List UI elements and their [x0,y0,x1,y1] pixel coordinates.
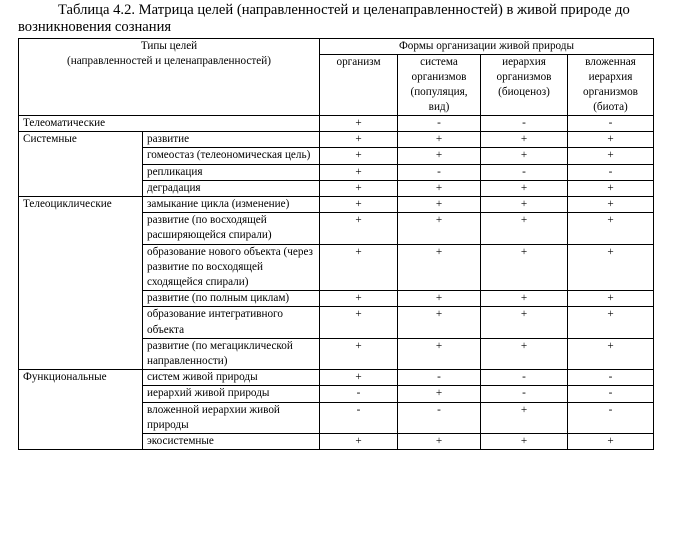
table-caption [18,2,688,35]
column-header-line: иерархия [502,56,546,68]
matrix-cell: + [320,132,398,148]
subtype-label: деградация [143,180,320,196]
matrix-cell: - [398,370,481,386]
column-header-line: вложенная [585,56,636,68]
matrix-cell: + [568,434,654,450]
column-header-line: (популяция, [410,86,468,98]
header-goal-types [19,39,320,116]
matrix-cell: + [398,197,481,213]
subtype-label: образование интегративного объекта [143,307,320,338]
matrix-cell: + [320,434,398,450]
subtype-label: развитие (по восходящей расширяющейся спирали) [143,213,320,244]
matrix-cell: - [568,370,654,386]
matrix-cell: + [481,338,568,369]
matrix-cell: + [481,307,568,338]
matrix-cell: + [320,370,398,386]
matrix-body [19,116,654,450]
matrix-cell: + [320,291,398,307]
subtype-label: вложенной иерархии живой природы [143,402,320,433]
matrix-cell: + [568,132,654,148]
matrix-cell: + [568,244,654,291]
subtype-label: замыкание цикла (изменение) [143,197,320,213]
matrix-cell: + [481,213,568,244]
column-header-3 [481,55,568,116]
matrix-cell: + [568,213,654,244]
matrix-cell: - [481,116,568,132]
subtype-label: репликация [143,164,320,180]
matrix-cell: + [481,132,568,148]
matrix-cell: + [481,291,568,307]
subtype-label: развитие [143,132,320,148]
column-header-line: организмов [583,86,638,98]
matrix-cell: - [481,164,568,180]
matrix-cell: + [568,197,654,213]
matrix-cell: - [481,370,568,386]
matrix-cell: - [398,164,481,180]
matrix-cell: + [398,148,481,164]
matrix-cell: - [568,116,654,132]
matrix-cell: + [568,291,654,307]
matrix-cell: - [568,164,654,180]
header-goal-types-line-1: Типы целей [140,40,198,52]
goals-matrix-table [18,38,654,450]
matrix-cell: + [568,148,654,164]
column-header-line: организмов [411,71,467,83]
matrix-cell: - [568,386,654,402]
table-row [19,197,654,213]
column-header-line: организмов [496,71,552,83]
matrix-cell: + [398,434,481,450]
caption-line-2: возникновения сознания [18,18,172,35]
table-row [19,132,654,148]
subtype-label: развитие (по полным циклам) [143,291,320,307]
header-goal-types-line-2: (направленностей и целенаправленностей) [67,55,271,67]
matrix-cell: + [481,402,568,433]
group-name: Телеоциклические [19,197,143,370]
matrix-cell: - [568,402,654,433]
matrix-cell: + [320,148,398,164]
column-header-line: (биота) [593,101,628,113]
matrix-cell: + [398,180,481,196]
matrix-cell: - [320,402,398,433]
column-header-1 [320,55,398,116]
matrix-cell: + [398,386,481,402]
matrix-cell: + [320,338,398,369]
matrix-cell: + [320,197,398,213]
matrix-cell: + [320,116,398,132]
column-header-line: (биоценоз) [498,86,550,98]
group-name: Телеоматические [19,116,320,132]
subtype-label: экосистемные [143,434,320,450]
matrix-cell: + [320,180,398,196]
subtype-label: иерархий живой природы [143,386,320,402]
group-name: Функциональные [19,370,143,450]
matrix-cell: + [481,148,568,164]
matrix-cell: + [481,244,568,291]
matrix-cell: - [398,402,481,433]
caption-line-1: Таблица 4.2. Матрица целей (направленностей и целенаправленностей) в живой природе до [58,2,630,18]
matrix-cell: + [398,132,481,148]
column-header-4 [568,55,654,116]
matrix-cell: + [481,434,568,450]
matrix-cell: + [568,338,654,369]
matrix-cell: + [398,213,481,244]
table-row [19,370,654,386]
column-header-line: организм [336,56,381,68]
matrix-cell: - [481,386,568,402]
matrix-cell: + [398,338,481,369]
column-header-line: иерархия [588,71,633,83]
matrix-cell: + [320,244,398,291]
matrix-cell: + [568,180,654,196]
column-header-2 [398,55,481,116]
header-forms: Формы организации живой природы [320,39,654,55]
subtype-label: образование нового объекта (через развитие по восходящей сходящейся спирали) [143,244,320,291]
column-header-line: система [420,56,458,68]
matrix-cell: + [320,213,398,244]
matrix-cell: + [481,197,568,213]
subtype-label: развитие (по мегациклической направленности) [143,338,320,369]
matrix-cell: + [320,307,398,338]
matrix-cell: + [398,307,481,338]
matrix-cell: + [398,291,481,307]
matrix-cell: + [568,307,654,338]
matrix-cell: - [320,386,398,402]
subtype-label: систем живой природы [143,370,320,386]
group-name: Системные [19,132,143,197]
column-header-line: вид) [428,101,450,113]
matrix-cell: + [398,244,481,291]
subtype-label: гомеостаз (телеономическая цель) [143,148,320,164]
matrix-cell: + [320,164,398,180]
table-row [19,116,654,132]
matrix-cell: - [398,116,481,132]
matrix-cell: + [481,180,568,196]
